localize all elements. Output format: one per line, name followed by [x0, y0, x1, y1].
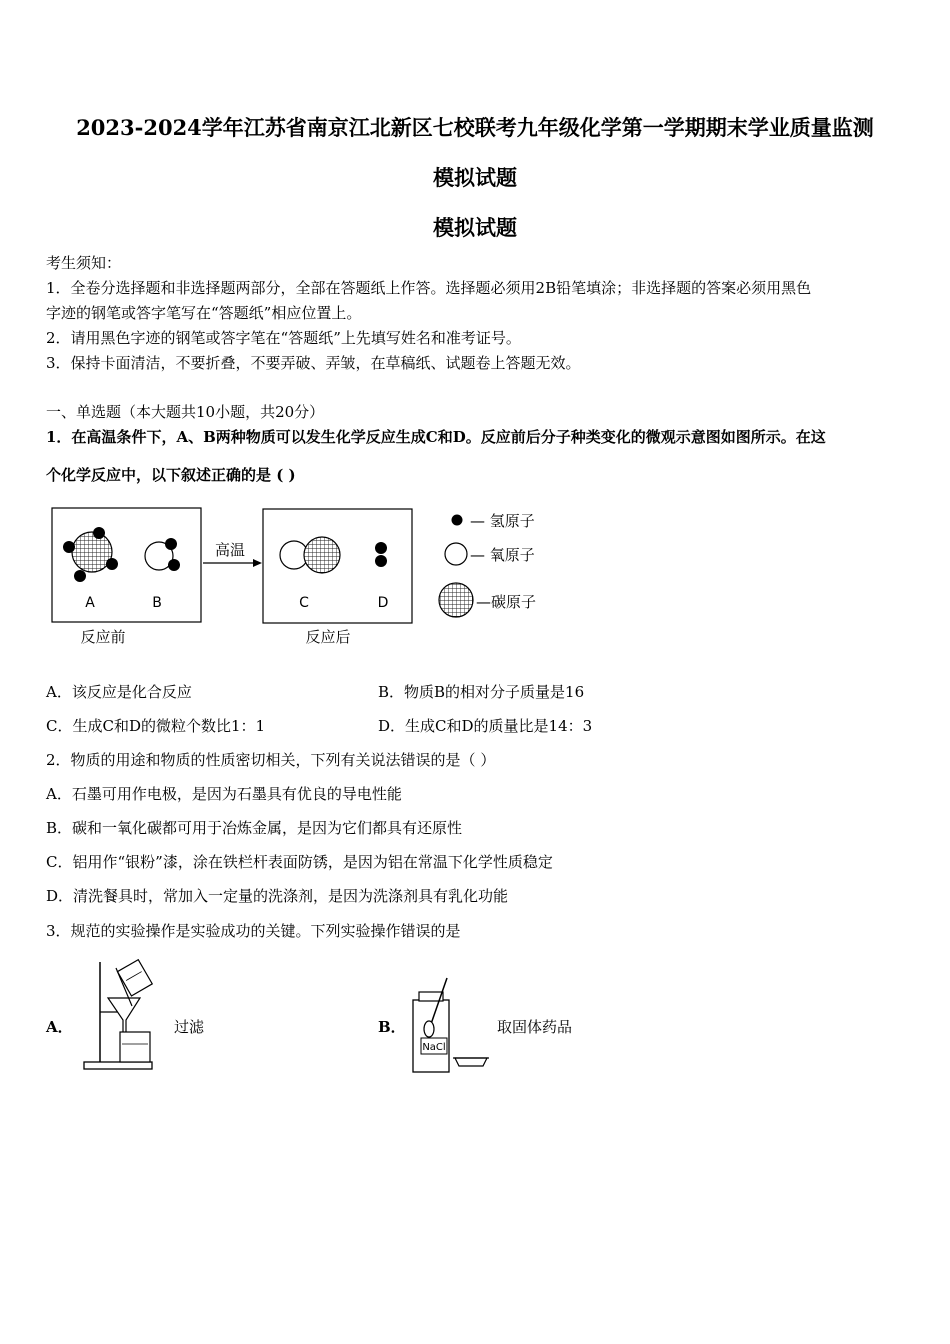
legend-hydrogen [452, 512, 535, 530]
arrow-label: 高温 [214, 541, 246, 559]
page-title: 2023-2024学年江苏省南京江北新区七校联考九年级化学第一学期期末学业质量监测 [76, 115, 874, 140]
q1-stem: 1．在高温条件下，A、B两种物质可以发生化学反应生成C和D。反应前后分子种类变化的微观示意图如图所示。在这 [46, 428, 826, 446]
svg-text:—碳原子: —碳原子 [476, 593, 537, 611]
caption-before: 反应前 [80, 628, 126, 646]
q1-option-d: D．生成C和D的质量比是14：3 [378, 717, 593, 735]
page-subtitle-repeat: 模拟试题 [433, 215, 517, 240]
carbon-atom-icon [439, 583, 473, 617]
notice-item-2: 2．请用黑色字迹的钢笔或答字笔在“答题纸”上先填写姓名和准考证号。 [46, 329, 521, 347]
q3-stem: 3．规范的实验操作是实验成功的关键。下列实验操作错误的是 [46, 922, 461, 940]
svg-text:— 氧原子: — 氧原子 [470, 546, 535, 564]
oxygen-atom-icon [445, 543, 467, 565]
section-heading: 一、单选题（本大题共10小题，共20分） [46, 403, 325, 421]
q2-option-d: D．清洗餐具时，常加入一定量的洗涤剂，是因为洗涤剂具有乳化功能 [46, 887, 509, 905]
notice-heading: 考生须知： [46, 254, 122, 272]
label-a: A [85, 595, 95, 611]
label-d: D [377, 595, 389, 611]
q3-option-b-text: 取固体药品 [497, 1018, 573, 1036]
q2-option-c: C．铝用作“银粉”漆，涂在铁栏杆表面防锈，是因为铝在常温下化学性质稳定 [46, 853, 553, 871]
label-b: B [152, 595, 162, 611]
q1-option-a: A．该反应是化合反应 [46, 683, 192, 701]
page-subtitle: 模拟试题 [433, 165, 517, 190]
q1-stem-cont: 个化学反应中，以下叙述正确的是 ( ) [46, 466, 296, 484]
q3-option-a-text: 过滤 [174, 1018, 205, 1036]
molecule-c [280, 537, 340, 573]
notice-item-3: 3．保持卡面清洁，不要折叠，不要弄破、弄皱，在草稿纸、试题卷上答题无效。 [46, 354, 581, 372]
bottle-label: NaCl [422, 1042, 446, 1053]
q1-option-c: C．生成C和D的微粒个数比1：1 [46, 717, 266, 735]
q3-option-b-letter: B． [378, 1018, 406, 1036]
legend-carbon [439, 583, 536, 617]
svg-text:— 氢原子: — 氢原子 [470, 512, 535, 530]
q2-option-b: B．碳和一氧化碳都可用于冶炼金属，是因为它们都具有还原性 [46, 819, 463, 837]
solid-reagent-apparatus-icon [407, 974, 495, 1078]
notice-item-1: 1．全卷分选择题和非选择题两部分，全部在答题纸上作答。选择题必须用2B铅笔填涂；非选择题的答案必须用黑色 [46, 279, 812, 297]
hydrogen-atom-icon [452, 515, 463, 526]
notice-item-1-cont: 字迹的钢笔或答字笔写在“答题纸”相应位置上。 [46, 304, 362, 322]
q2-stem: 2．物质的用途和物质的性质密切相关，下列有关说法错误的是（ ） [46, 751, 496, 769]
q3-option-a-letter: A． [46, 1018, 73, 1036]
q2-option-a: A．石墨可用作电极，是因为石墨具有优良的导电性能 [46, 785, 402, 803]
filtration-apparatus-icon [80, 958, 170, 1076]
q1-option-b: B．物质B的相对分子质量是16 [378, 683, 585, 701]
caption-after: 反应后 [305, 628, 351, 646]
label-c: C [299, 595, 309, 611]
legend-oxygen [445, 543, 535, 565]
